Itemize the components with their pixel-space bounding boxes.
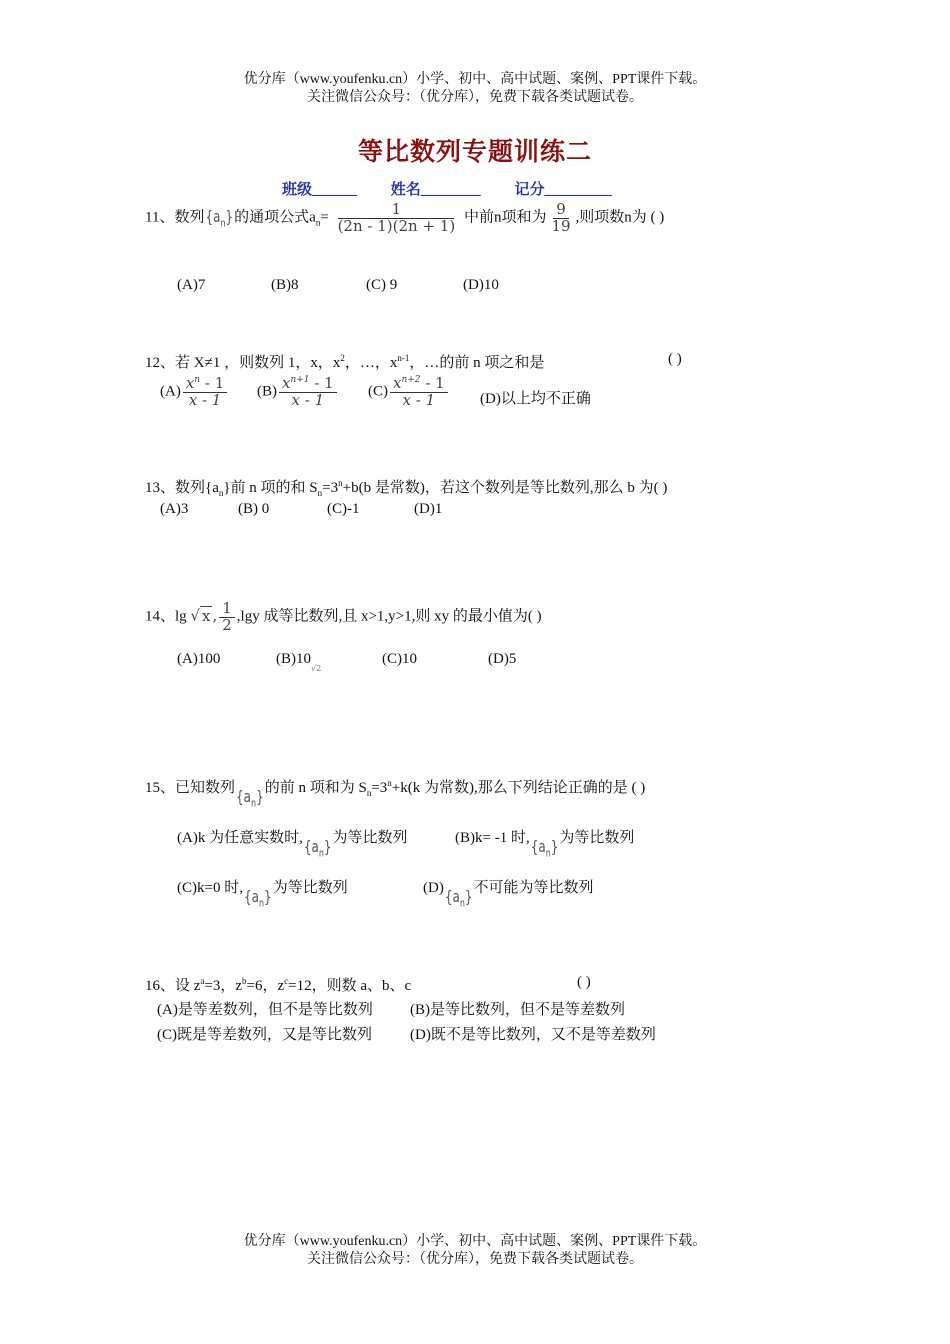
q11-after: 中前n项和为 bbox=[463, 209, 547, 226]
name-field: 姓名________ bbox=[390, 182, 481, 198]
question-12 bbox=[145, 351, 544, 372]
q11-sub: n bbox=[315, 217, 321, 228]
q13-text: 13、数列{a bbox=[145, 480, 219, 496]
q12-text: 12、若 X≠1 ，则数列 1，x，x bbox=[145, 355, 341, 371]
q13-sup: n bbox=[338, 478, 343, 488]
q13-option-b: (B) 0 bbox=[238, 501, 270, 517]
q11-formula-den: (2n - 1)(2n + 1) bbox=[337, 216, 456, 235]
q14-comma: , bbox=[212, 606, 218, 625]
q14-prefix: 14、lg bbox=[145, 608, 187, 625]
q16-option-b: (B)是等比数列，但不是等差数列 bbox=[410, 1002, 625, 1018]
q12-option-a bbox=[160, 376, 229, 409]
question-11 bbox=[145, 202, 664, 235]
q12-supn1: n-1 bbox=[397, 353, 410, 363]
q12-option-b bbox=[257, 376, 339, 409]
q14-sqrt-arg: x bbox=[201, 606, 211, 625]
q13-text4: +b(b 是常数)，若这个数列是等比数列,那么 b 为( ) bbox=[342, 480, 668, 496]
q11-option-c: (C) 9 bbox=[366, 277, 398, 293]
q12-frac-c: $\frac{x^{n+2} - 1}{x - 1}$ bbox=[390, 376, 448, 409]
q11-option-a: (A)7 bbox=[177, 277, 206, 293]
q16-paren: ( ) bbox=[577, 974, 591, 990]
q12-label-c: (C) bbox=[368, 383, 388, 400]
q13-option-d: (D)1 bbox=[414, 501, 443, 517]
q15-sub: n bbox=[366, 788, 372, 798]
page-title: 等比数列专题训练二 bbox=[357, 139, 592, 166]
q11-eq: = bbox=[320, 209, 329, 226]
q14-option-a: (A)100 bbox=[177, 651, 221, 667]
q12-paren: ( ) bbox=[668, 351, 682, 367]
q11-prefix: 11、数列 bbox=[145, 209, 205, 226]
q11-option-d: (D)10 bbox=[463, 277, 499, 293]
question-15 bbox=[145, 776, 646, 810]
q16-sup-b: b bbox=[242, 976, 247, 986]
q12-label-a: (A) bbox=[160, 383, 181, 400]
question-13 bbox=[145, 476, 667, 498]
q16-option-a: (A)是等差数列，但不是等比数列 bbox=[157, 1002, 373, 1018]
score-field: 记分_________ bbox=[514, 182, 613, 198]
q14-option-d: (D)5 bbox=[488, 651, 517, 667]
q16-text3: =6，z bbox=[246, 978, 285, 994]
q13-text3: =3 bbox=[322, 480, 339, 496]
q14-b-sub: √2 bbox=[311, 664, 322, 673]
q12-option-d: (D)以上均不正确 bbox=[480, 391, 591, 407]
q13-sub2: n bbox=[317, 488, 323, 498]
q11-tail: ,则项数n为 ( ) bbox=[575, 209, 665, 226]
q11-sum-fraction bbox=[548, 202, 573, 235]
q15-option-d: $(D)\{a_n\}$不可能为等比数列 bbox=[423, 880, 594, 910]
sequence-an: $\{a_n\}$ bbox=[530, 837, 559, 860]
q12-frac-a: $\frac{x^n - 1}{x - 1}$ bbox=[183, 376, 227, 409]
q12-text2: ，…，x bbox=[344, 355, 398, 371]
q16-text2: =3，z bbox=[204, 978, 243, 994]
q11-formula-num: 1 bbox=[338, 202, 454, 219]
q14-half-fraction: $\frac{1}{2}$ bbox=[219, 601, 235, 634]
q13-text2: }前 n 项的和 S bbox=[223, 480, 318, 496]
q15-text3: +k(k 为常数),那么下列结论正确的是 ( ) bbox=[391, 780, 646, 796]
q15-text: 的前 n 项和为 S bbox=[264, 780, 367, 796]
class-field: 班级______ bbox=[282, 182, 358, 198]
header-line-2: 关注微信公众号：（优分库），免费下载各类试题试卷。 bbox=[307, 90, 643, 105]
q15-option-a: (A)k 为任意实数时$,\{a_n\}$为等比数列 bbox=[177, 830, 408, 860]
q15-option-c: (C)k=0 时$,\{a_n\}$为等比数列 bbox=[177, 880, 348, 910]
q16-option-c: (C)既是等差数列，又是等比数列 bbox=[157, 1027, 372, 1043]
q16-text4: =12，则数 a、b、c bbox=[288, 978, 412, 994]
q13-sub: n bbox=[218, 488, 224, 498]
footer-line-1: 优分库（www.youfenku.cn）小学、初中、高中试题、案例、PPT课件下载。 bbox=[243, 1234, 707, 1249]
q11-sum-den: 19 bbox=[551, 216, 571, 235]
q15-text2: =3 bbox=[371, 780, 388, 796]
footer-line-2: 关注微信公众号：（优分库），免费下载各类试题试卷。 bbox=[307, 1252, 643, 1267]
question-14 bbox=[145, 601, 542, 634]
student-info bbox=[282, 178, 612, 199]
q15-option-b: (B)k= -1 时$,\{a_n\}$为等比数列 bbox=[455, 830, 635, 860]
sequence-an: $\{a_n\}$ bbox=[205, 207, 234, 230]
q16-sup-c: c bbox=[284, 976, 289, 986]
q12-sup2: 2 bbox=[340, 353, 345, 363]
sqrt-icon: √ bbox=[190, 606, 200, 625]
q12-label-b: (B) bbox=[257, 383, 277, 400]
question-16 bbox=[145, 974, 411, 995]
q11-sum-num: 9 bbox=[553, 202, 569, 219]
q11-mid: 的通项公式a bbox=[234, 209, 316, 226]
q14-option-c: (C)10 bbox=[382, 651, 417, 667]
header-line-1: 优分库（www.youfenku.cn）小学、初中、高中试题、案例、PPT课件下载。 bbox=[243, 72, 707, 87]
q12-option-c bbox=[368, 376, 450, 409]
q16-text: 16、设 z bbox=[145, 978, 201, 994]
q14-option-b: $(B)10_{√2}$ bbox=[276, 651, 322, 673]
q14-tail: ,lgy 成等比数列,且 x>1,y>1,则 xy 的最小值为( ) bbox=[236, 608, 542, 625]
sequence-an: $\{a_n\}$ bbox=[303, 837, 332, 860]
sequence-an: $\{a_n\}$ bbox=[236, 787, 264, 810]
q12-frac-b: $\frac{x^{n+1} - 1}{x - 1}$ bbox=[279, 376, 337, 409]
sequence-an: $\{a_n\}$ bbox=[243, 887, 272, 910]
sequence-an: $\{a_n\}$ bbox=[444, 887, 473, 910]
q13-option-a: (A)3 bbox=[160, 501, 189, 517]
q15-prefix: 15、已知数列 bbox=[145, 780, 236, 796]
q11-formula-fraction bbox=[335, 202, 459, 235]
q15-sup: n bbox=[387, 778, 392, 788]
q13-option-c: (C)-1 bbox=[327, 501, 360, 517]
q16-sup-a: a bbox=[200, 976, 205, 986]
q16-option-d: (D)既不是等比数列，又不是等差数列 bbox=[410, 1027, 656, 1043]
q12-text3: ，…的前 n 项之和是 bbox=[409, 355, 545, 371]
q11-option-b: (B)8 bbox=[271, 277, 299, 293]
